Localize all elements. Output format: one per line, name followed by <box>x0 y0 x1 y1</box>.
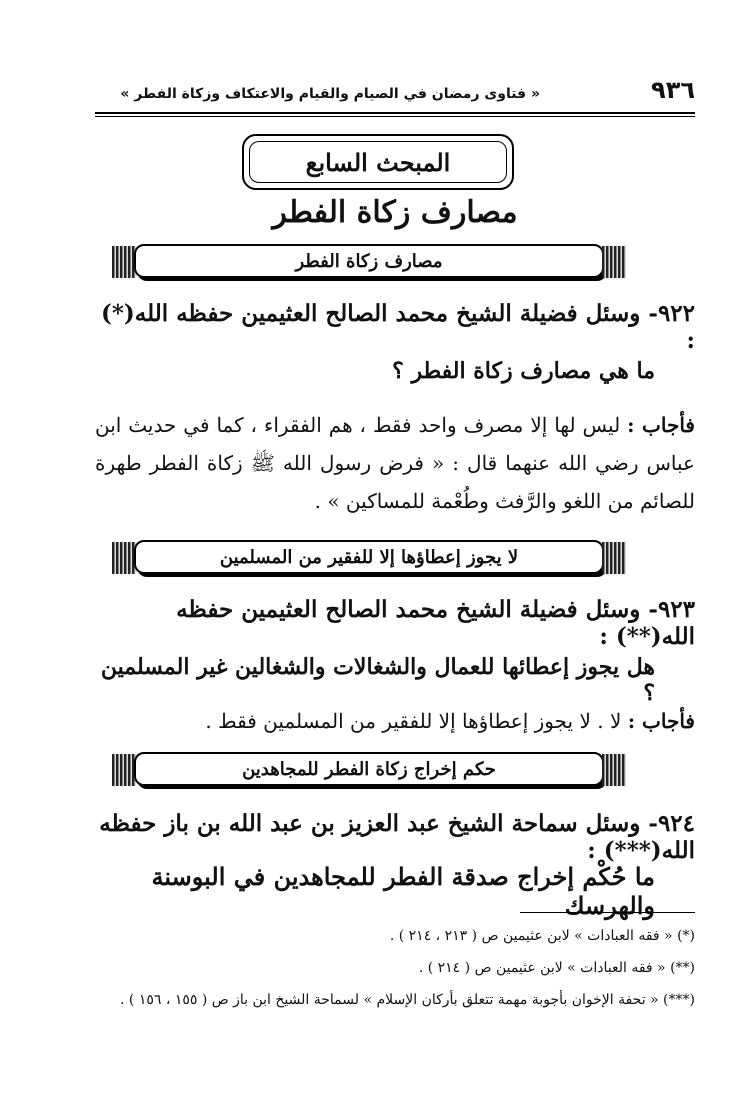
page-header <box>95 76 695 106</box>
answer-paragraph <box>95 702 695 740</box>
answer-paragraph <box>95 406 695 520</box>
chapter-frame <box>242 134 514 190</box>
banner-cap-right <box>602 542 626 574</box>
question-heading: ٩٢٤- وسئل سماحة الشيخ عبد العزيز بن عبد الله بن باز حفظه الله(***) : <box>99 810 695 864</box>
answer-text: لا . لا يجوز إعطاؤها إلا للفقير من المسلمين فقط . <box>205 709 622 733</box>
question-text: هل يجوز إعطائها للعمال والشغالات والشغالين غير المسلمين ؟ <box>100 654 655 706</box>
banner-label: حكم إخراج زكاة الفطر للمجاهدين <box>134 752 604 786</box>
banner-label: مصارف زكاة الفطر <box>134 244 604 278</box>
answer-label: فأجاب : <box>627 413 695 437</box>
question-heading: ٩٢٢- وسئل فضيلة الشيخ محمد الصالح العثيمين حفظه الله(*) : <box>101 300 695 354</box>
banner-cap-right <box>602 246 626 278</box>
answer-label: فأجاب : <box>627 709 695 733</box>
main-title: مصارف زكاة الفطر <box>272 195 518 230</box>
footnote-rule <box>520 912 695 913</box>
section-banner <box>112 752 626 788</box>
question-text: ما هي مصارف زكاة الفطر ؟ <box>392 358 655 384</box>
question-heading: ٩٢٣- وسئل فضيلة الشيخ محمد الصالح العثيمين حفظه الله(**) : <box>176 596 695 650</box>
footnote: (*) « فقه العبادات » لابن عثيمين ص ( ٢١٣ ، ٢١٤ ) . <box>389 928 695 944</box>
footnote: (**) « فقه العبادات » لابن عثيمين ص ( ٢١٤ ) . <box>418 960 695 976</box>
banner-cap-left <box>112 754 136 786</box>
chapter-label: المبحث السابع <box>249 141 507 183</box>
section-banner <box>112 244 626 280</box>
banner-label: لا يجوز إعطاؤها إلا للفقير من المسلمين <box>134 540 604 574</box>
banner-cap-right <box>602 754 626 786</box>
banner-cap-left <box>112 246 136 278</box>
header-rule-thin <box>95 116 695 117</box>
question-text: ما حُكْم إخراج صدقة الفطر للمجاهدين في البوسنة والهرسك <box>151 862 655 920</box>
footnote: (***) « تحفة الإخوان بأجوبة مهمة تتعلق بأركان الإسلام » لسماحة الشيخ ابن باز ص ( ١٥٥ ، ١٥٦ ) . <box>120 992 695 1008</box>
header-rule <box>95 112 695 114</box>
section-banner <box>112 540 626 576</box>
running-title: « فتاوى رمضان في الصيام والقيام والاعتكاف وزكاة الفطر » <box>120 86 540 102</box>
page-number: ٩٣٦ <box>651 76 695 104</box>
banner-cap-left <box>112 542 136 574</box>
answer-text: ليس لها إلا مصرف واحد فقط ، هم الفقراء ، كما في حديث ابن عباس رضي الله عنهما قال : « فرض رسول الله ﷺ زكاة الفطر طهرة للصائم من اللغو والرَّفث وطُعْمة للمساكين » . <box>95 413 695 513</box>
